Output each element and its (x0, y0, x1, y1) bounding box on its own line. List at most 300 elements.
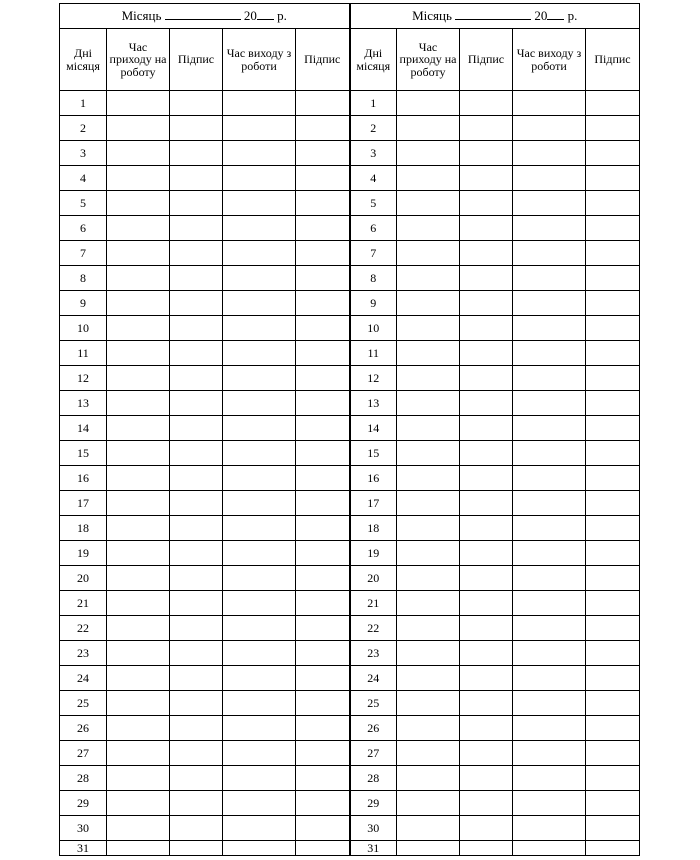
signature-cell[interactable] (296, 241, 350, 266)
arrival-time-cell[interactable] (107, 541, 170, 566)
arrival-time-cell[interactable] (107, 166, 170, 191)
arrival-time-cell[interactable] (107, 441, 170, 466)
arrival-time-cell[interactable] (107, 466, 170, 491)
arrival-time-cell[interactable] (397, 441, 460, 466)
day-number-cell: 16 (350, 466, 397, 491)
day-number-cell: 5 (60, 191, 107, 216)
departure-time-cell[interactable] (513, 291, 586, 316)
arrival-time-cell[interactable] (107, 191, 170, 216)
header-departure-time: Час виходу з роботи (513, 29, 586, 91)
arrival-time-cell[interactable] (397, 541, 460, 566)
signature-cell[interactable] (586, 191, 640, 216)
signature-cell[interactable] (586, 291, 640, 316)
signature-cell[interactable] (170, 416, 223, 441)
arrival-time-cell[interactable] (397, 691, 460, 716)
departure-time-cell[interactable] (223, 316, 296, 341)
arrival-time-cell[interactable] (107, 341, 170, 366)
departure-time-cell[interactable] (513, 666, 586, 691)
signature-cell[interactable] (460, 541, 513, 566)
arrival-time-cell[interactable] (107, 616, 170, 641)
signature-cell[interactable] (586, 516, 640, 541)
signature-cell[interactable] (460, 316, 513, 341)
departure-time-cell[interactable] (513, 716, 586, 741)
signature-cell[interactable] (296, 291, 350, 316)
departure-time-cell[interactable] (223, 741, 296, 766)
signature-cell[interactable] (296, 641, 350, 666)
signature-cell[interactable] (170, 516, 223, 541)
signature-cell[interactable] (296, 316, 350, 341)
signature-cell[interactable] (170, 616, 223, 641)
departure-time-cell[interactable] (513, 491, 586, 516)
signature-cell[interactable] (170, 641, 223, 666)
departure-time-cell[interactable] (513, 791, 586, 816)
signature-cell[interactable] (170, 316, 223, 341)
signature-cell[interactable] (296, 416, 350, 441)
departure-time-cell[interactable] (223, 391, 296, 416)
signature-cell[interactable] (586, 741, 640, 766)
signature-cell[interactable] (170, 741, 223, 766)
signature-cell[interactable] (460, 641, 513, 666)
table-row (60, 666, 640, 691)
day-number-cell: 8 (60, 266, 107, 291)
signature-cell[interactable] (460, 141, 513, 166)
departure-time-cell[interactable] (513, 141, 586, 166)
signature-cell[interactable] (296, 591, 350, 616)
table-row (60, 791, 640, 816)
arrival-time-cell[interactable] (397, 591, 460, 616)
arrival-time-cell[interactable] (107, 491, 170, 516)
signature-cell[interactable] (460, 491, 513, 516)
header-signature: Підпис (586, 29, 640, 91)
signature-cell[interactable] (170, 241, 223, 266)
arrival-time-cell[interactable] (397, 341, 460, 366)
signature-cell[interactable] (460, 516, 513, 541)
arrival-time-cell[interactable] (107, 641, 170, 666)
signature-cell[interactable] (460, 391, 513, 416)
signature-cell[interactable] (586, 141, 640, 166)
departure-time-cell[interactable] (223, 766, 296, 791)
signature-cell[interactable] (586, 616, 640, 641)
departure-time-cell[interactable] (223, 641, 296, 666)
departure-time-cell[interactable] (513, 466, 586, 491)
arrival-time-cell[interactable] (397, 516, 460, 541)
timesheet-page (59, 3, 640, 856)
day-number-cell: 5 (350, 191, 397, 216)
signature-cell[interactable] (170, 841, 223, 856)
signature-cell[interactable] (460, 416, 513, 441)
signature-cell[interactable] (170, 91, 223, 116)
departure-time-cell[interactable] (223, 716, 296, 741)
signature-cell[interactable] (170, 441, 223, 466)
departure-time-cell[interactable] (513, 266, 586, 291)
signature-cell[interactable] (296, 441, 350, 466)
departure-time-cell[interactable] (513, 191, 586, 216)
arrival-time-cell[interactable] (107, 841, 170, 856)
arrival-time-cell[interactable] (107, 741, 170, 766)
signature-cell[interactable] (296, 741, 350, 766)
signature-cell[interactable] (170, 391, 223, 416)
signature-cell[interactable] (296, 516, 350, 541)
departure-time-cell[interactable] (223, 791, 296, 816)
arrival-time-cell[interactable] (397, 791, 460, 816)
signature-cell[interactable] (586, 841, 640, 856)
day-number-cell: 31 (60, 841, 107, 856)
departure-time-cell[interactable] (223, 516, 296, 541)
table-row (60, 191, 640, 216)
signature-cell[interactable] (460, 666, 513, 691)
signature-cell[interactable] (170, 541, 223, 566)
arrival-time-cell[interactable] (107, 591, 170, 616)
signature-cell[interactable] (586, 216, 640, 241)
arrival-time-cell[interactable] (397, 91, 460, 116)
departure-time-cell[interactable] (223, 591, 296, 616)
signature-cell[interactable] (586, 791, 640, 816)
signature-cell[interactable] (460, 266, 513, 291)
signature-cell[interactable] (460, 841, 513, 856)
departure-time-cell[interactable] (513, 341, 586, 366)
signature-cell[interactable] (586, 91, 640, 116)
arrival-time-cell[interactable] (397, 366, 460, 391)
signature-cell[interactable] (460, 691, 513, 716)
day-number-cell: 23 (350, 641, 397, 666)
departure-time-cell[interactable] (513, 116, 586, 141)
arrival-time-cell[interactable] (107, 291, 170, 316)
day-number-cell: 21 (350, 591, 397, 616)
signature-cell[interactable] (170, 116, 223, 141)
departure-time-cell[interactable] (223, 166, 296, 191)
arrival-time-cell[interactable] (107, 316, 170, 341)
day-number-cell: 18 (350, 516, 397, 541)
departure-time-cell[interactable] (513, 816, 586, 841)
signature-cell[interactable] (170, 166, 223, 191)
signature-cell[interactable] (170, 341, 223, 366)
signature-cell[interactable] (586, 441, 640, 466)
arrival-time-cell[interactable] (397, 741, 460, 766)
signature-cell[interactable] (460, 591, 513, 616)
table-row (60, 841, 640, 856)
arrival-time-cell[interactable] (397, 116, 460, 141)
signature-cell[interactable] (170, 716, 223, 741)
day-number-cell: 13 (60, 391, 107, 416)
departure-time-cell[interactable] (513, 541, 586, 566)
departure-time-cell[interactable] (513, 216, 586, 241)
departure-time-cell[interactable] (223, 691, 296, 716)
signature-cell[interactable] (296, 816, 350, 841)
arrival-time-cell[interactable] (397, 266, 460, 291)
signature-cell[interactable] (586, 366, 640, 391)
table-row (60, 441, 640, 466)
day-number-cell: 6 (60, 216, 107, 241)
signature-cell[interactable] (296, 466, 350, 491)
departure-time-cell[interactable] (223, 116, 296, 141)
signature-cell[interactable] (460, 241, 513, 266)
signature-cell[interactable] (586, 541, 640, 566)
signature-cell[interactable] (170, 216, 223, 241)
signature-cell[interactable] (296, 716, 350, 741)
departure-time-cell[interactable] (223, 816, 296, 841)
signature-cell[interactable] (296, 216, 350, 241)
arrival-time-cell[interactable] (107, 816, 170, 841)
arrival-time-cell[interactable] (107, 241, 170, 266)
arrival-time-cell[interactable] (107, 516, 170, 541)
signature-cell[interactable] (170, 566, 223, 591)
day-number-cell: 13 (350, 391, 397, 416)
signature-cell[interactable] (170, 666, 223, 691)
signature-cell[interactable] (296, 166, 350, 191)
month-blank-line (165, 9, 241, 20)
signature-cell[interactable] (586, 491, 640, 516)
departure-time-cell[interactable] (513, 766, 586, 791)
departure-time-cell[interactable] (223, 416, 296, 441)
signature-cell[interactable] (296, 491, 350, 516)
signature-cell[interactable] (586, 341, 640, 366)
arrival-time-cell[interactable] (107, 566, 170, 591)
arrival-time-cell[interactable] (397, 566, 460, 591)
arrival-time-cell[interactable] (397, 241, 460, 266)
arrival-time-cell[interactable] (107, 391, 170, 416)
signature-cell[interactable] (460, 91, 513, 116)
signature-cell[interactable] (586, 116, 640, 141)
signature-cell[interactable] (170, 816, 223, 841)
signature-cell[interactable] (460, 466, 513, 491)
signature-cell[interactable] (296, 841, 350, 856)
departure-time-cell[interactable] (513, 241, 586, 266)
signature-cell[interactable] (296, 691, 350, 716)
departure-time-cell[interactable] (513, 741, 586, 766)
signature-cell[interactable] (460, 716, 513, 741)
signature-cell[interactable] (460, 566, 513, 591)
signature-cell[interactable] (460, 116, 513, 141)
signature-cell[interactable] (460, 816, 513, 841)
arrival-time-cell[interactable] (107, 366, 170, 391)
header-signature: Підпис (296, 29, 350, 91)
signature-cell[interactable] (170, 266, 223, 291)
day-number-cell: 10 (350, 316, 397, 341)
signature-cell[interactable] (586, 416, 640, 441)
signature-cell[interactable] (586, 691, 640, 716)
departure-time-cell[interactable] (513, 516, 586, 541)
arrival-time-cell[interactable] (397, 391, 460, 416)
departure-time-cell[interactable] (223, 91, 296, 116)
arrival-time-cell[interactable] (397, 191, 460, 216)
table-row (60, 641, 640, 666)
day-number-cell: 22 (60, 616, 107, 641)
signature-cell[interactable] (170, 191, 223, 216)
arrival-time-cell[interactable] (397, 416, 460, 441)
signature-cell[interactable] (586, 716, 640, 741)
signature-cell[interactable] (296, 191, 350, 216)
signature-cell[interactable] (586, 666, 640, 691)
arrival-time-cell[interactable] (397, 141, 460, 166)
departure-time-cell[interactable] (513, 441, 586, 466)
arrival-time-cell[interactable] (107, 141, 170, 166)
signature-cell[interactable] (296, 791, 350, 816)
departure-time-cell[interactable] (223, 841, 296, 856)
signature-cell[interactable] (170, 691, 223, 716)
signature-cell[interactable] (170, 366, 223, 391)
departure-time-cell[interactable] (513, 591, 586, 616)
signature-cell[interactable] (296, 541, 350, 566)
day-number-cell: 20 (60, 566, 107, 591)
departure-time-cell[interactable] (513, 641, 586, 666)
day-number-cell: 28 (350, 766, 397, 791)
header-arrival-time: Час приходу на роботу (107, 29, 170, 91)
table-row (60, 566, 640, 591)
signature-cell[interactable] (296, 366, 350, 391)
day-number-cell: 22 (350, 616, 397, 641)
month-year-title-left (60, 4, 350, 29)
departure-time-cell[interactable] (223, 241, 296, 266)
day-number-cell: 25 (350, 691, 397, 716)
signature-cell[interactable] (586, 816, 640, 841)
departure-time-cell[interactable] (513, 166, 586, 191)
signature-cell[interactable] (296, 91, 350, 116)
departure-time-cell[interactable] (223, 141, 296, 166)
arrival-time-cell[interactable] (107, 266, 170, 291)
arrival-time-cell[interactable] (107, 716, 170, 741)
arrival-time-cell[interactable] (397, 216, 460, 241)
signature-cell[interactable] (170, 591, 223, 616)
signature-cell[interactable] (460, 766, 513, 791)
day-number-cell: 27 (60, 741, 107, 766)
departure-time-cell[interactable] (513, 691, 586, 716)
departure-time-cell[interactable] (223, 191, 296, 216)
arrival-time-cell[interactable] (397, 816, 460, 841)
signature-cell[interactable] (296, 341, 350, 366)
signature-cell[interactable] (296, 766, 350, 791)
arrival-time-cell[interactable] (397, 616, 460, 641)
departure-time-cell[interactable] (513, 416, 586, 441)
table-row (60, 341, 640, 366)
departure-time-cell[interactable] (223, 366, 296, 391)
table-row (60, 416, 640, 441)
signature-cell[interactable] (460, 366, 513, 391)
arrival-time-cell[interactable] (397, 666, 460, 691)
signature-cell[interactable] (586, 241, 640, 266)
day-number-cell: 27 (350, 741, 397, 766)
day-number-cell: 17 (350, 491, 397, 516)
signature-cell[interactable] (586, 591, 640, 616)
signature-cell[interactable] (460, 166, 513, 191)
year-blank-line (257, 9, 274, 20)
departure-time-cell[interactable] (223, 291, 296, 316)
arrival-time-cell[interactable] (397, 641, 460, 666)
arrival-time-cell[interactable] (107, 116, 170, 141)
departure-time-cell[interactable] (513, 566, 586, 591)
signature-cell[interactable] (170, 291, 223, 316)
signature-cell[interactable] (460, 341, 513, 366)
day-number-cell: 12 (350, 366, 397, 391)
signature-cell[interactable] (586, 566, 640, 591)
signature-cell[interactable] (460, 441, 513, 466)
signature-cell[interactable] (296, 616, 350, 641)
signature-cell[interactable] (296, 116, 350, 141)
signature-cell[interactable] (170, 466, 223, 491)
day-number-cell: 15 (60, 441, 107, 466)
arrival-time-cell[interactable] (397, 766, 460, 791)
departure-time-cell[interactable] (223, 616, 296, 641)
day-number-cell: 24 (60, 666, 107, 691)
header-departure-time: Час виходу з роботи (223, 29, 296, 91)
signature-cell[interactable] (460, 741, 513, 766)
signature-cell[interactable] (460, 791, 513, 816)
signature-cell[interactable] (296, 141, 350, 166)
departure-time-cell[interactable] (223, 566, 296, 591)
departure-time-cell[interactable] (513, 91, 586, 116)
arrival-time-cell[interactable] (107, 666, 170, 691)
arrival-time-cell[interactable] (397, 841, 460, 856)
day-number-cell: 2 (350, 116, 397, 141)
header-row (60, 29, 640, 91)
signature-cell[interactable] (296, 666, 350, 691)
arrival-time-cell[interactable] (397, 166, 460, 191)
signature-cell[interactable] (586, 391, 640, 416)
departure-time-cell[interactable] (223, 266, 296, 291)
departure-time-cell[interactable] (223, 341, 296, 366)
day-number-cell: 26 (60, 716, 107, 741)
signature-cell[interactable] (460, 291, 513, 316)
signature-cell[interactable] (586, 466, 640, 491)
departure-time-cell[interactable] (513, 316, 586, 341)
departure-time-cell[interactable] (513, 841, 586, 856)
day-number-cell: 29 (60, 791, 107, 816)
arrival-time-cell[interactable] (107, 91, 170, 116)
departure-time-cell[interactable] (223, 216, 296, 241)
arrival-time-cell[interactable] (107, 766, 170, 791)
departure-time-cell[interactable] (513, 616, 586, 641)
arrival-time-cell[interactable] (107, 216, 170, 241)
departure-time-cell[interactable] (223, 666, 296, 691)
signature-cell[interactable] (586, 766, 640, 791)
arrival-time-cell[interactable] (107, 791, 170, 816)
arrival-time-cell[interactable] (397, 316, 460, 341)
signature-cell[interactable] (586, 166, 640, 191)
month-label: Місяць (121, 8, 162, 23)
arrival-time-cell[interactable] (397, 491, 460, 516)
signature-cell[interactable] (170, 141, 223, 166)
signature-cell[interactable] (170, 791, 223, 816)
signature-cell[interactable] (460, 216, 513, 241)
signature-cell[interactable] (170, 766, 223, 791)
month-year-title-right (350, 4, 640, 29)
departure-time-cell[interactable] (513, 391, 586, 416)
day-number-cell: 11 (350, 341, 397, 366)
arrival-time-cell[interactable] (397, 716, 460, 741)
departure-time-cell[interactable] (223, 491, 296, 516)
departure-time-cell[interactable] (223, 441, 296, 466)
signature-cell[interactable] (296, 391, 350, 416)
arrival-time-cell[interactable] (397, 291, 460, 316)
departure-time-cell[interactable] (223, 541, 296, 566)
arrival-time-cell[interactable] (107, 416, 170, 441)
signature-cell[interactable] (586, 266, 640, 291)
signature-cell[interactable] (586, 316, 640, 341)
departure-time-cell[interactable] (513, 366, 586, 391)
departure-time-cell[interactable] (223, 466, 296, 491)
table-row (60, 466, 640, 491)
signature-cell[interactable] (296, 566, 350, 591)
signature-cell[interactable] (586, 641, 640, 666)
table-row (60, 741, 640, 766)
arrival-time-cell[interactable] (397, 466, 460, 491)
table-row (60, 616, 640, 641)
day-number-cell: 20 (350, 566, 397, 591)
signature-cell[interactable] (460, 616, 513, 641)
signature-cell[interactable] (296, 266, 350, 291)
signature-cell[interactable] (170, 491, 223, 516)
arrival-time-cell[interactable] (107, 691, 170, 716)
signature-cell[interactable] (460, 191, 513, 216)
